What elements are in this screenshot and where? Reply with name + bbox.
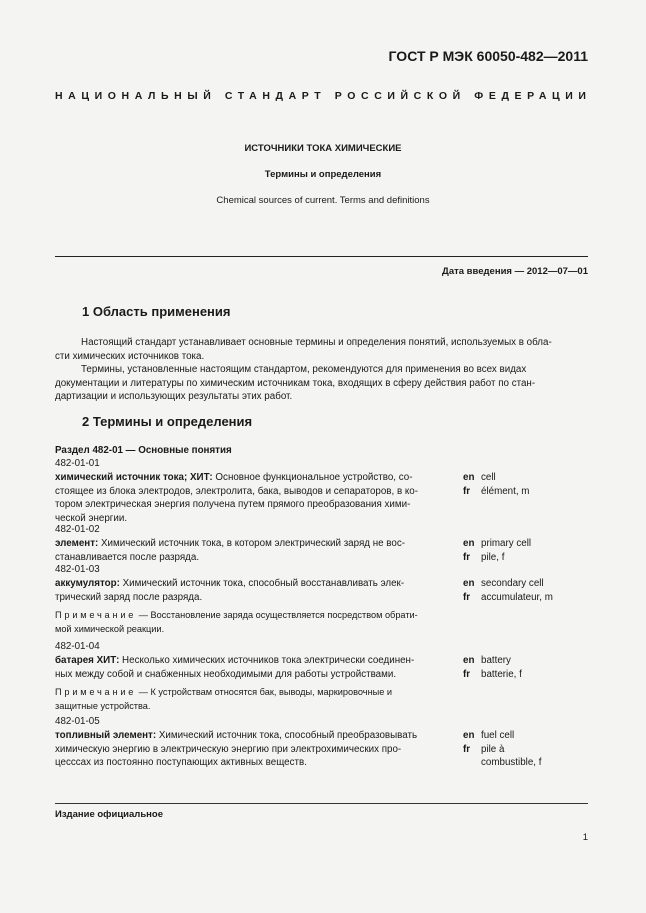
note-line: защитные устройства. (55, 700, 151, 711)
definition-line: химическую энергию в электрическую энергию при электрохимических про- (55, 743, 402, 755)
term-definition (55, 537, 448, 564)
effective-date: Дата введения — 2012—07—01 (442, 266, 588, 277)
lang-code-fr: fr (463, 591, 471, 603)
term-number: 482-01-03 (55, 564, 100, 575)
term-note (55, 609, 448, 636)
term-name: батарея ХИТ (55, 655, 117, 666)
text-line: дартизации и использующих результаты этих работ. (55, 391, 293, 403)
text-line: Термины, установленные настоящим стандартом, рекомендуются для применения во всех видах (81, 364, 527, 375)
term-name: топливный элемент (55, 730, 153, 741)
english-equivalent: secondary cell (481, 578, 544, 589)
note-label: Примечание (55, 610, 137, 620)
standard-designation: ГОСТ Р МЭК 60050-482—2011 (388, 48, 588, 64)
definition-line: стоящее из блока электродов, электролита, бака, выводов и сепараторов, в ко- (55, 485, 418, 497)
definition-line: тором электрическая энергия получена путем прямого преобразования хими- (55, 499, 411, 510)
english-equivalent: cell (481, 472, 496, 483)
text-line: сти химических источников тока. (55, 350, 205, 362)
term-definition (55, 577, 448, 604)
lang-code-fr: fr (463, 485, 471, 497)
english-title: Chemical sources of current. Terms and definitions (216, 195, 430, 206)
term-equivalents (463, 537, 531, 564)
header-divider (55, 256, 588, 257)
definition-line: Химический источник тока, способный восстанавливать элек- (119, 578, 405, 589)
english-equivalent: battery (481, 655, 511, 666)
term-definition (55, 654, 448, 681)
lang-code-en: en (463, 730, 475, 741)
french-equivalent: batterie, f (481, 668, 522, 680)
french-equivalent: pile, f (481, 551, 505, 563)
note-line: мой химической реакции. (55, 623, 165, 634)
english-equivalent: primary cell (481, 538, 532, 549)
french-equivalent: élément, m (481, 485, 530, 497)
lang-code-en: en (463, 655, 475, 666)
term-name: аккумулятор (55, 578, 117, 589)
note-line: — К устройствам относятся бак, выводы, маркировочные и (136, 687, 393, 697)
term-equivalents (463, 471, 529, 498)
lang-code-en: en (463, 538, 475, 549)
term-synonym: : (95, 538, 99, 549)
definition-line: станавливается после разряда. (55, 551, 200, 563)
definition-line: Основное функциональное устройство, со- (212, 472, 413, 483)
term-equivalents (463, 577, 553, 604)
definition-line: цесссах из постоянно поступающих активных веществ. (55, 757, 307, 768)
national-standard-banner: НАЦИОНАЛЬНЫЙ СТАНДАРТ РОССИЙСКОЙ ФЕДЕРАЦИИ (55, 90, 592, 102)
definition-line: Химический источник тока, в котором электрический заряд не вос- (98, 538, 406, 549)
text-line: Настоящий стандарт устанавливает основные термины и определения понятий, используемых в обла- (81, 337, 552, 348)
section-1-paragraph-2 (55, 363, 588, 404)
lang-code-fr: fr (463, 668, 471, 680)
definition-line: ческой энергии. (55, 512, 128, 524)
term-definition (55, 729, 448, 770)
term-equivalents (463, 729, 541, 770)
term-number: 482-01-01 (55, 458, 100, 469)
lang-code-fr: fr (463, 743, 471, 755)
french-equivalent-continued: combustible, f (481, 757, 542, 768)
lang-code-fr: fr (463, 551, 471, 563)
lang-code-en: en (463, 472, 475, 483)
term-synonym: ; ХИТ: (184, 472, 213, 483)
term-synonym: : (116, 655, 120, 666)
section-1-heading: 1 Область применения (82, 304, 231, 319)
document-title: ИСТОЧНИКИ ТОКА ХИМИЧЕСКИЕ (244, 143, 402, 154)
document-subtitle: Термины и определения (264, 169, 382, 180)
term-number: 482-01-02 (55, 524, 100, 535)
page-number: 1 (582, 832, 588, 843)
note-line: — Восстановление заряда осуществляется посредством обрати- (136, 610, 418, 620)
footer-divider (55, 803, 588, 804)
edition-label: Издание официальное (55, 809, 163, 820)
term-number: 482-01-04 (55, 641, 100, 652)
term-number: 482-01-05 (55, 716, 100, 727)
note-label: Примечание (55, 687, 137, 697)
subsection-heading: Раздел 482-01 — Основные понятия (55, 445, 232, 456)
term-equivalents (463, 654, 522, 681)
section-1-paragraph-1 (55, 336, 588, 363)
lang-code-en: en (463, 578, 475, 589)
definition-line: Химический источник тока, способный преобразовывать (156, 730, 418, 741)
term-note (55, 686, 448, 713)
term-synonym: : (152, 730, 157, 741)
term-name: элемент (55, 538, 95, 549)
definition-line: трический заряд после разряда. (55, 591, 203, 603)
definition-line: Несколько химических источников тока электрически соединен- (119, 655, 415, 666)
term-synonym: : (116, 578, 120, 589)
term-definition (55, 471, 448, 525)
term-name: химический источник тока (55, 472, 185, 483)
french-equivalent: accumulateur, m (481, 591, 553, 603)
english-equivalent: fuel cell (481, 730, 515, 741)
definition-line: ных между собой и снабженных необходимыми для работы устройствами. (55, 668, 397, 680)
text-line: документации и литературы по химическим источникам тока, входящих в сферу действия работ по стан- (55, 377, 536, 389)
french-equivalent: pile à (481, 743, 505, 755)
section-2-heading: 2 Термины и определения (82, 414, 253, 429)
